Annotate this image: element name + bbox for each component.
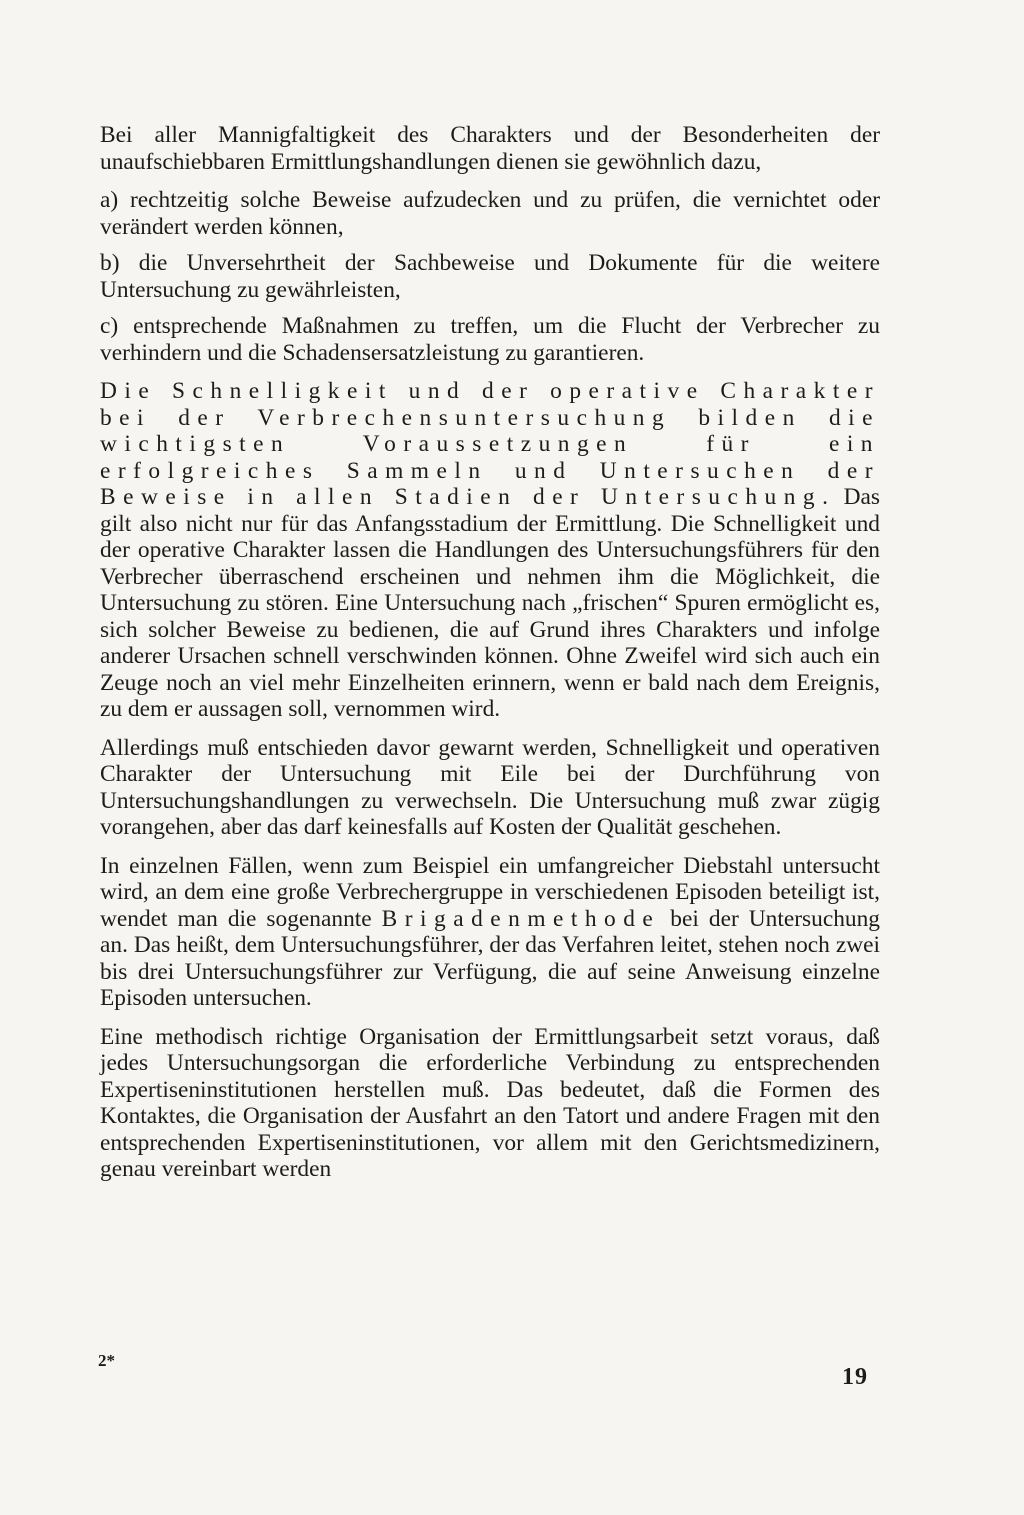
paragraph-organisation: Eine methodisch richtige Organisation der Ermittlungsarbeit setzt voraus, daß jedes Untersuchungsorgan die erforderliche Verbindung zu entsprechenden Expertiseninstitutionen herstellen muß. Das bedeutet, daß die Formen des Kontaktes, die Organisation der Ausfahrt an den Tatort und andere Fragen mit den entsprechenden Expertiseninstitutionen, vor allem mit den Gerichtsmedizinern, genau vereinbart werden <box>100 1023 880 1182</box>
paragraph-brigade <box>100 853 880 1012</box>
emphasized-text: Die Schnelligkeit und der operative Charakter bei der Verbrechensuntersuchung bilden die wichtigsten Voraussetzungen für ein erfolgreiches Sammeln und Untersuchen der Beweise in allen Stadien der Untersuchung. <box>100 378 880 510</box>
paragraph-text: In einzelnen Fällen, wenn zum Beispiel ein umfangreicher Diebstahl untersucht wird, an dem eine große Verbrechergruppe in verschiedenen Episoden beteiligt ist, wendet man die sogenannte <box>100 852 880 932</box>
list-item-b: b) die Unversehrtheit der Sachbeweise und Dokumente für die weitere Untersuchung zu gewährleisten, <box>100 250 880 303</box>
list-item-a: a) rechtzeitig solche Beweise aufzudecken und zu prüfen, die vernichtet oder verändert werden können, <box>100 187 880 240</box>
paragraph-text: bei der Untersuchung an. Das heißt, dem Untersuchungsführer, der das Verfahren leitet, stehen noch zwei bis drei Untersuchungsführer zur Verfügung, die auf seine Anweisung einzelne Episoden untersuchen. <box>100 905 880 1011</box>
page-number: 19 <box>842 1364 868 1390</box>
list-item-c: c) entsprechende Maßnahmen zu treffen, um die Flucht der Verbrecher zu verhindern und die Schadensersatzleistung zu garantieren. <box>100 313 880 366</box>
emphasized-term: Brigadenmethode <box>381 905 661 932</box>
page-body <box>100 122 880 1195</box>
paragraph-warning: Allerdings muß entschieden davor gewarnt werden, Schnelligkeit und operativen Charakter der Untersuchung mit Eile bei der Durchführung von Untersuchungshandlungen zu verwechseln. Die Untersuchung muß zwar zügig vorangehen, aber das darf keinesfalls auf Kosten der Qualität geschehen. <box>100 734 880 840</box>
signature-mark: 2* <box>98 1351 115 1370</box>
paragraph-intro: Bei aller Mannigfaltigkeit des Charakters und der Besonderheiten der unaufschiebbaren Ermittlungshandlungen dienen sie gewöhnlich dazu, <box>100 122 880 175</box>
paragraph-speed <box>100 378 880 723</box>
paragraph-text: Das gilt also nicht nur für das Anfangsstadium der Ermittlung. Die Schnelligkeit und der operative Charakter lassen die Handlungen des Untersuchungsführers für den Verbrecher überraschend erscheinen und nehmen ihm die Möglichkeit, die Untersuchung zu stören. Eine Untersuchung nach „frischen“ Spuren ermöglicht es, sich solcher Beweise zu bedienen, die auf Grund ihres Charakters und infolge anderer Ursachen schnell verschwinden können. Ohne Zweifel wird sich auch ein Zeuge noch an viel mehr Einzelheiten erinnern, wenn er bald nach dem Ereignis, zu dem er aussagen soll, vernommen wird. <box>100 484 881 722</box>
